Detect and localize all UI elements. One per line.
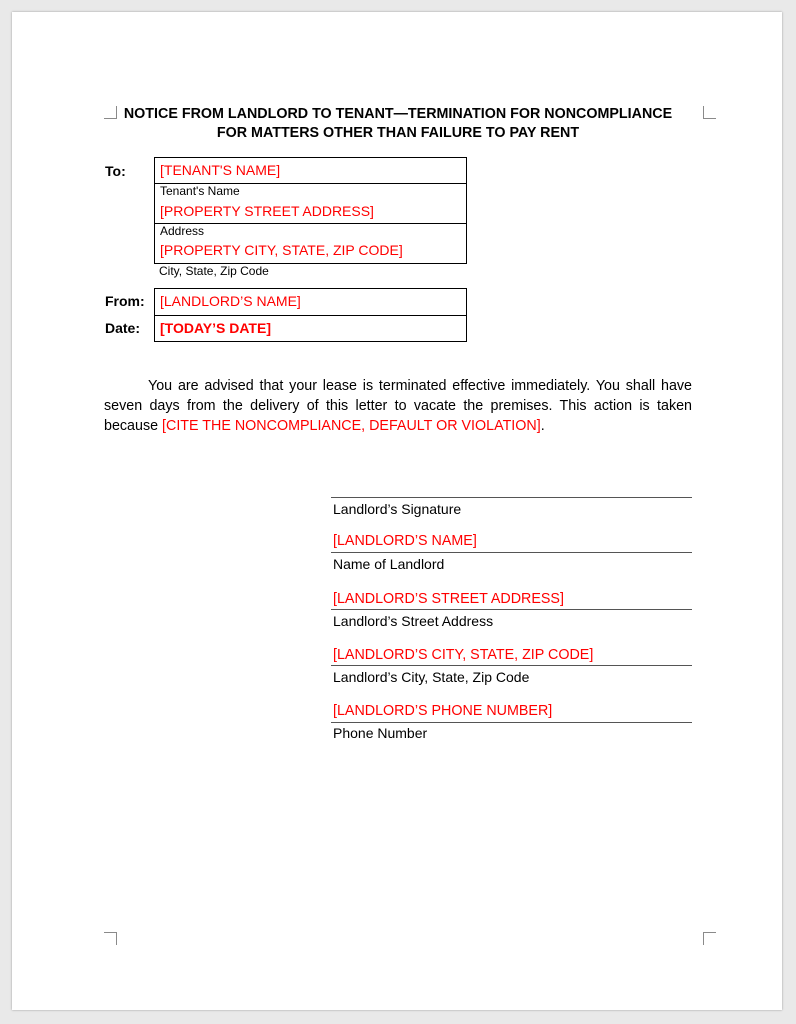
landlord-name-field[interactable]: [LANDLORD’S NAME] bbox=[160, 293, 301, 309]
property-address-field[interactable]: [PROPERTY STREET ADDRESS] bbox=[160, 203, 374, 219]
landlord-street-caption: Landlord’s Street Address bbox=[333, 613, 494, 629]
landlord-city-caption: Landlord’s City, State, Zip Code bbox=[333, 669, 530, 685]
title-line-1: NOTICE FROM LANDLORD TO TENANT—TERMINATION FOR NONCOMPLIANCE bbox=[123, 106, 673, 122]
address-caption: Address bbox=[160, 224, 205, 238]
landlord-street-field[interactable]: [LANDLORD’S STREET ADDRESS] bbox=[333, 591, 564, 607]
tenant-name-caption: Tenant's Name bbox=[160, 184, 240, 198]
landlord-city-field[interactable]: [LANDLORD’S CITY, STATE, ZIP CODE] bbox=[333, 647, 594, 663]
from-date-box bbox=[154, 288, 467, 342]
to-label: To: bbox=[105, 163, 126, 179]
body-end: . bbox=[540, 418, 545, 434]
signature-caption: Landlord’s Signature bbox=[333, 501, 462, 517]
landlord-name-caption: Name of Landlord bbox=[333, 556, 445, 572]
signature-line bbox=[331, 552, 692, 553]
divider bbox=[155, 315, 466, 316]
property-city-field[interactable]: [PROPERTY CITY, STATE, ZIP CODE] bbox=[160, 242, 403, 258]
signature-line bbox=[331, 665, 692, 666]
landlord-phone-field[interactable]: [LANDLORD’S PHONE NUMBER] bbox=[333, 703, 553, 719]
city-state-zip-caption: City, State, Zip Code bbox=[159, 264, 269, 278]
date-field[interactable]: [TODAY’S DATE] bbox=[160, 320, 271, 336]
document-title bbox=[104, 105, 692, 143]
tenant-name-field[interactable]: [TENANT'S NAME] bbox=[160, 162, 281, 178]
landlord-name-signature-field[interactable]: [LANDLORD’S NAME] bbox=[333, 533, 477, 549]
signature-line bbox=[331, 609, 692, 610]
date-label: Date: bbox=[105, 320, 141, 336]
margin-corner-top-right bbox=[703, 106, 716, 119]
body-paragraph bbox=[104, 376, 692, 436]
margin-corner-bottom-left bbox=[104, 932, 117, 945]
violation-placeholder[interactable]: [CITE THE NONCOMPLIANCE, DEFAULT OR VIOLATION] bbox=[162, 418, 541, 434]
phone-number-caption: Phone Number bbox=[333, 725, 428, 741]
signature-line bbox=[331, 722, 692, 723]
from-label: From: bbox=[105, 293, 145, 309]
body-text: You are advised that your lease is terminated effective immediately. You shall have seven days from the delivery of this letter to vacate the premises. This action is taken because bbox=[104, 378, 692, 434]
signature-line bbox=[331, 497, 692, 498]
title-line-2: FOR MATTERS OTHER THAN FAILURE TO PAY RENT bbox=[216, 125, 580, 141]
margin-corner-bottom-right bbox=[703, 932, 716, 945]
to-address-box bbox=[154, 157, 467, 264]
